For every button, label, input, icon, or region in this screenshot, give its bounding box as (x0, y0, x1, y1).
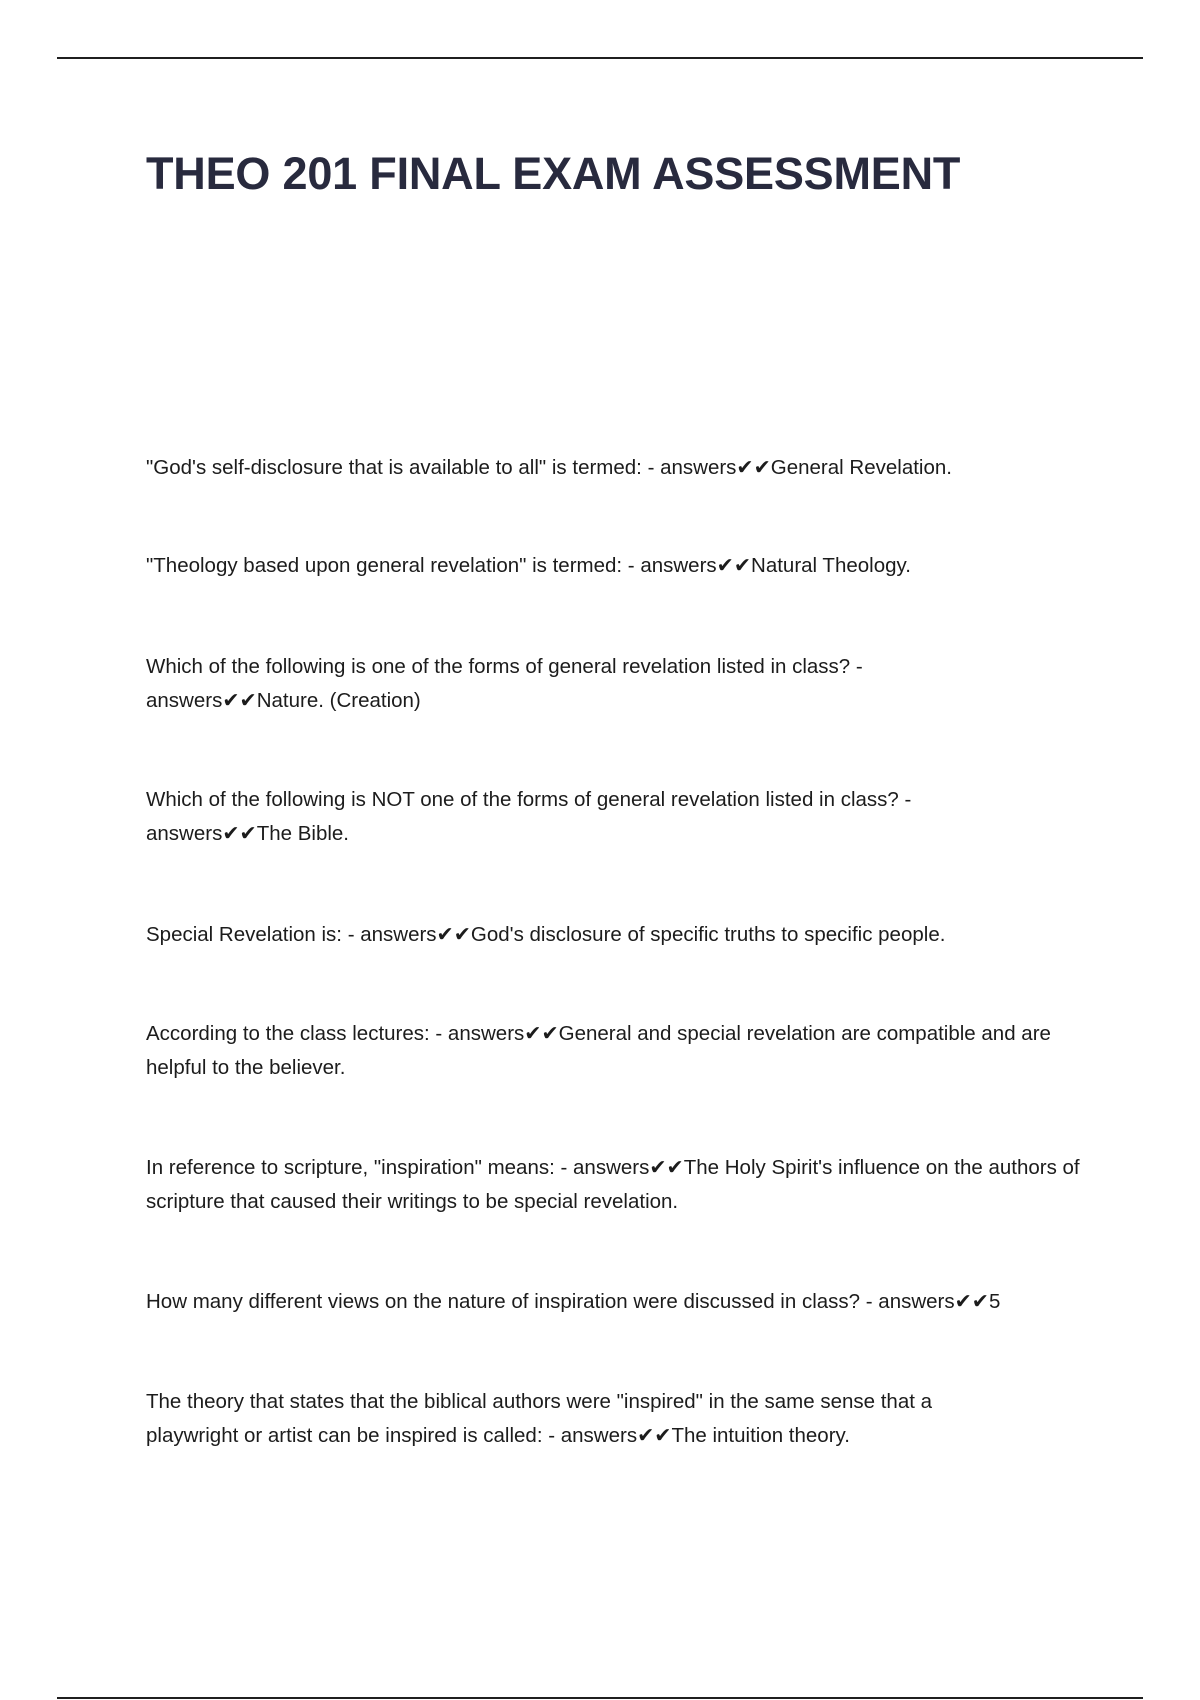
question-text: Which of the following is NOT one of the forms of general revelation listed in class? (146, 788, 899, 811)
answer-text: Nature. (Creation) (256, 689, 421, 712)
answer-separator: - answers✔✔ (860, 1290, 989, 1313)
answer-separator: - answers✔✔ (146, 788, 912, 845)
answer-text: God's disclosure of specific truths to specific people. (470, 923, 946, 946)
qa-item (146, 1151, 1096, 1219)
answer-text: General Revelation. (770, 456, 952, 479)
qa-item (146, 650, 936, 718)
question-text: "Theology based upon general revelation" is termed: (146, 554, 623, 577)
question-text: Special Revelation is: (146, 923, 342, 946)
question-text: In reference to scripture, "inspiration" means: (146, 1156, 555, 1179)
qa-item (146, 918, 1096, 952)
answer-separator: - answers✔✔ (554, 1156, 684, 1179)
answer-separator: - answers✔✔ (342, 923, 471, 946)
question-text: The theory that states that the biblical authors were "inspired" in the same sense that a playwright or artist can be inspired is called: (146, 1390, 933, 1447)
qa-item (146, 451, 1096, 485)
answer-text: The Holy Spirit's influence on the authors of scripture that caused their writings to be special revelation. (146, 1156, 1080, 1213)
qa-item (146, 1017, 1096, 1085)
answer-text: The Bible. (256, 822, 350, 845)
answer-text: 5 (988, 1290, 1001, 1313)
answer-text: The intuition theory. (671, 1424, 850, 1447)
question-text: Which of the following is one of the forms of general revelation listed in class? (146, 655, 851, 678)
answer-separator: - answers✔✔ (622, 554, 752, 577)
qa-item (146, 783, 976, 851)
qa-item (146, 1385, 1016, 1453)
qa-item (146, 1285, 1096, 1319)
answer-text: Natural Theology. (751, 554, 911, 577)
question-text: How many different views on the nature of inspiration were discussed in class? (146, 1290, 861, 1313)
answer-separator: - answers✔✔ (641, 456, 771, 479)
answer-text: General and special revelation are compatible and are helpful to the believer. (146, 1022, 1051, 1079)
question-text: According to the class lectures: (146, 1022, 430, 1045)
top-rule (57, 57, 1143, 59)
bottom-rule (57, 1697, 1143, 1699)
answer-separator: - answers✔✔ (429, 1022, 559, 1045)
answer-separator: - answers✔✔ (542, 1424, 672, 1447)
question-text: "God's self-disclosure that is available to all" is termed: (146, 456, 642, 479)
page-title: THEO 201 FINAL EXAM ASSESSMENT (146, 148, 961, 199)
answer-separator: - answers✔✔ (146, 655, 863, 712)
qa-item (146, 549, 1096, 583)
